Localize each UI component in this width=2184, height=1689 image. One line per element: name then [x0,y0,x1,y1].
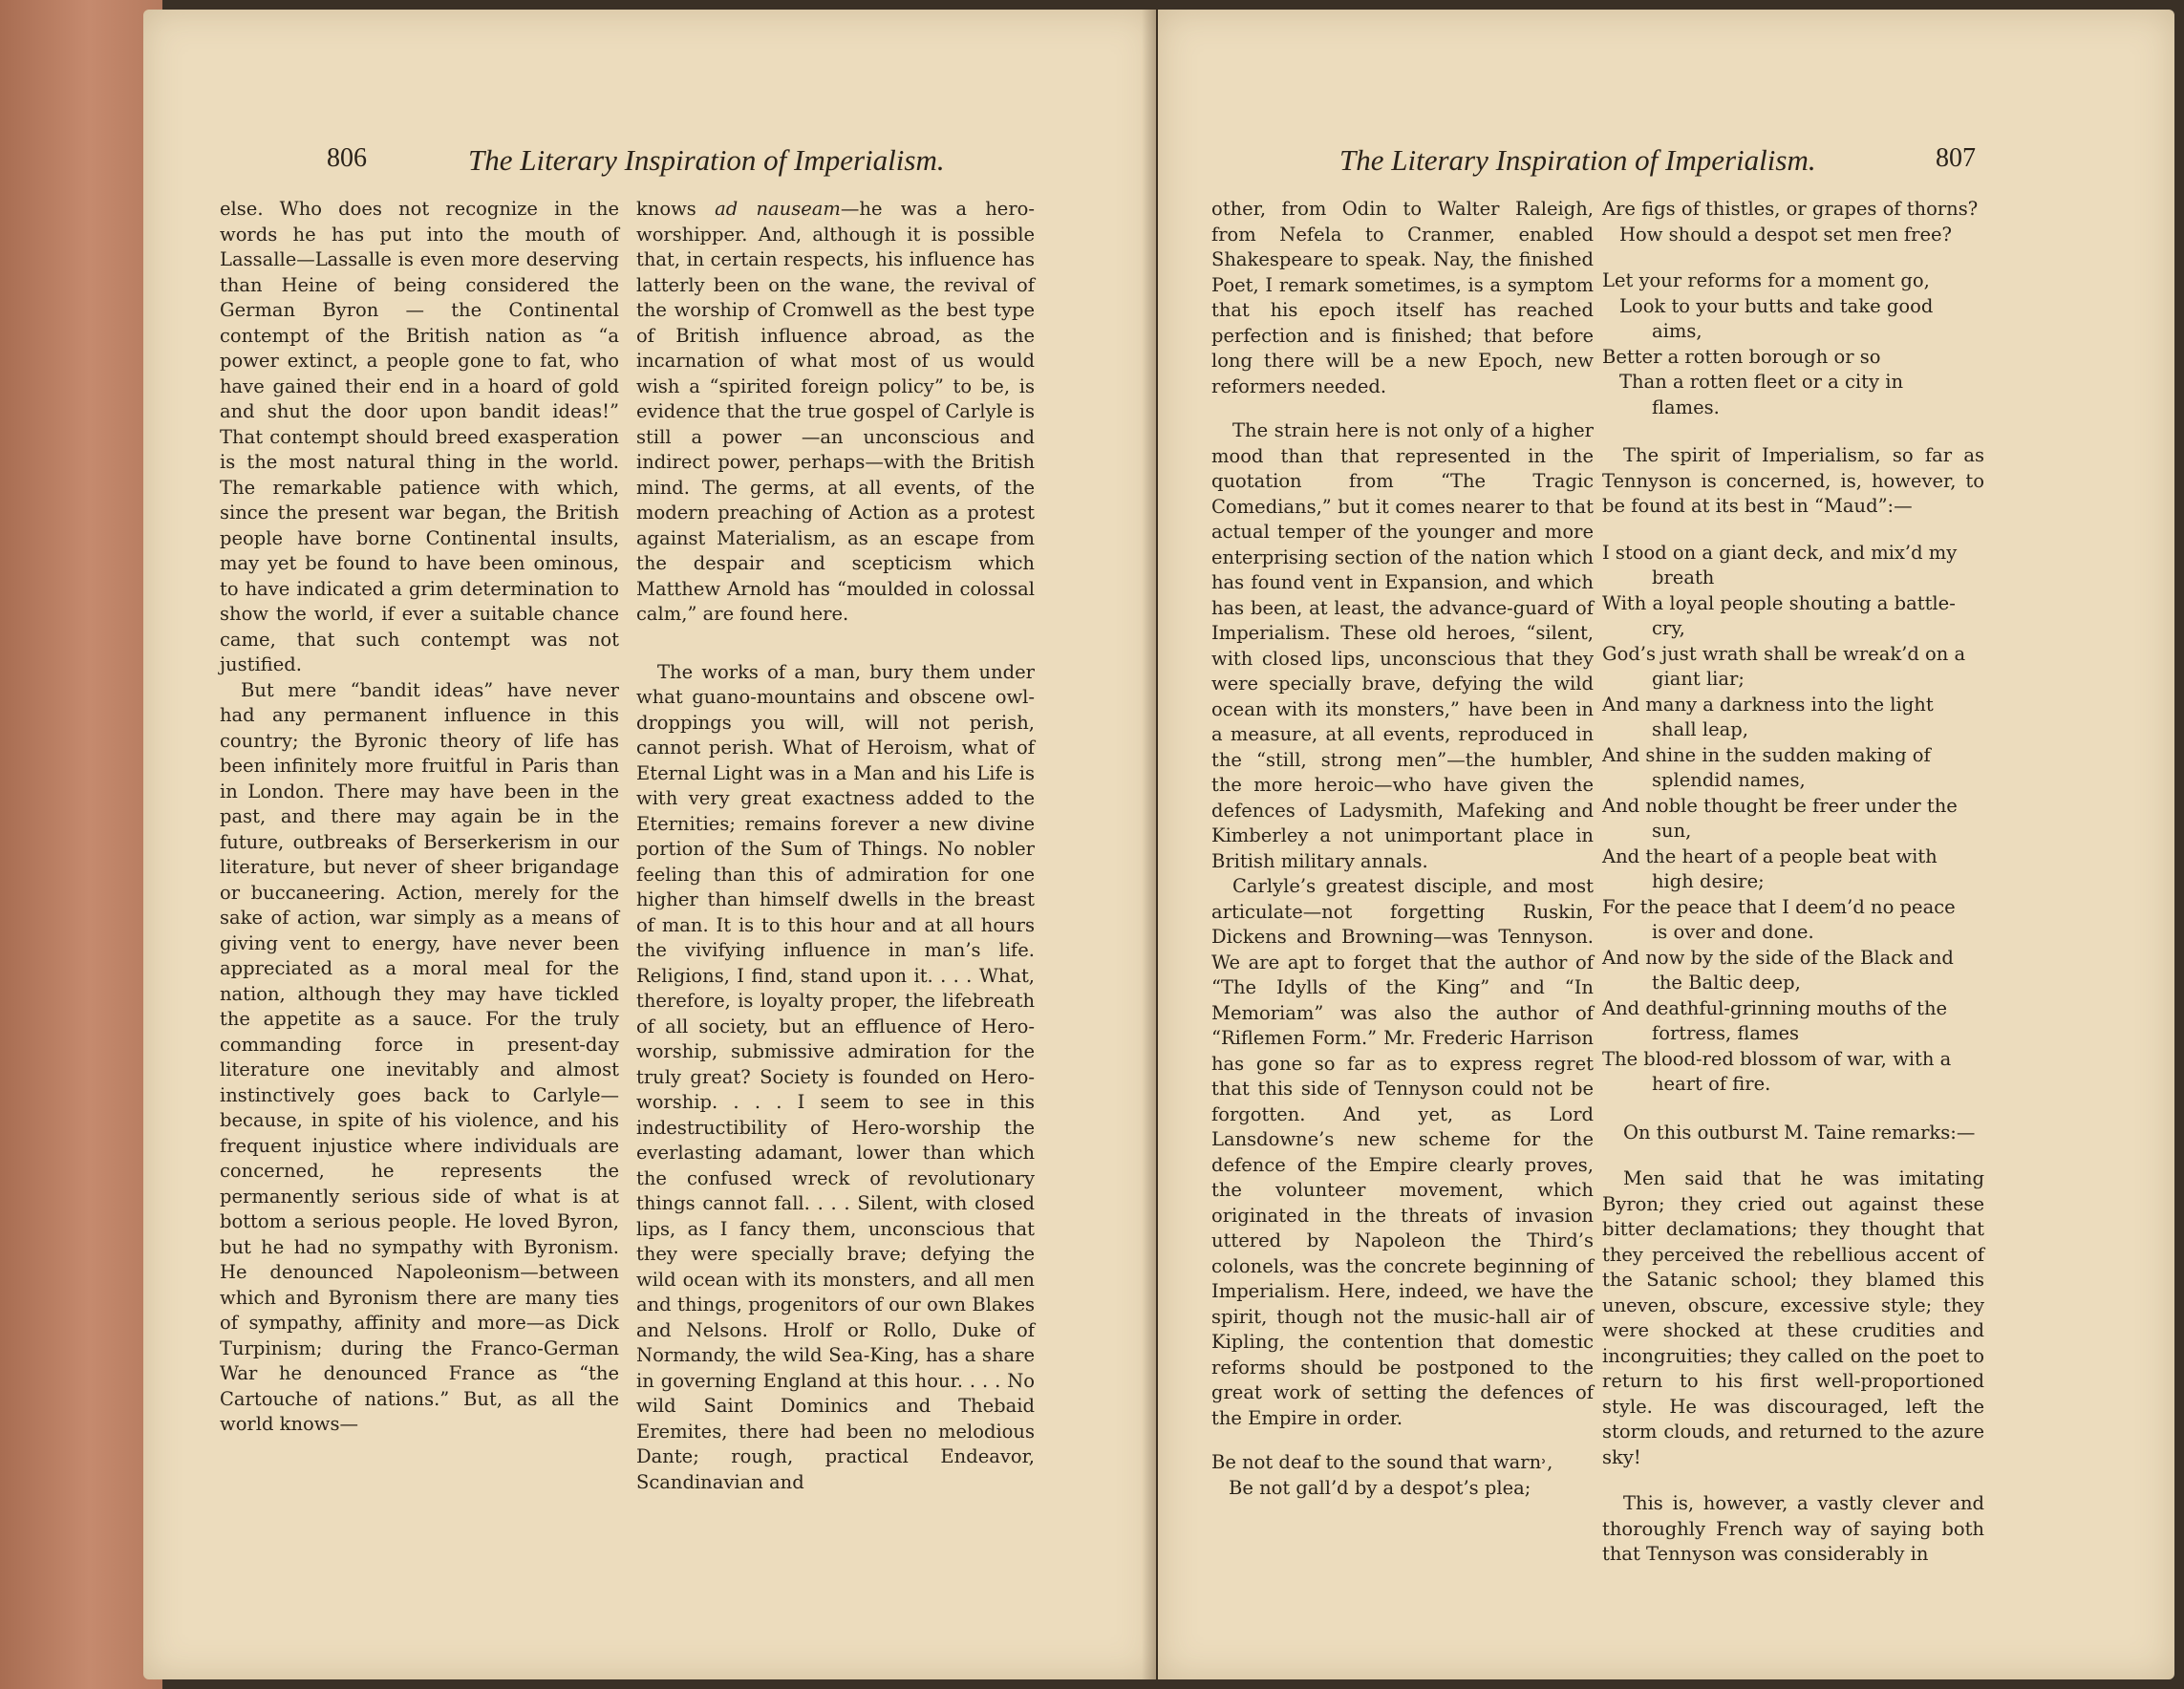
verse-line: breath [1652,567,1715,588]
verse-line: high desire; [1652,870,1765,892]
verse-line: Be not gall’d by a despot’s plea; [1229,1476,1531,1499]
paragraph: The strain here is not only of a higher mood than that represented in the quotation from “The Tragic Comedians,” but it comes nearer to that actual temper of the younger and more enterprising section of the nation which has found vent in Expansion, and which has been, at least, the advance-guard of Imperialism. These old heroes, “silent, with closed lips, unconscious that they were specially brave, defying the wild ocean with its monsters,” have been in a measure, at all events, reproduced in the “still, strong men”—the humbler, the more heroic—who have given the defences of Ladysmith, Mafeking and Kimberley a not unimportant place in British military annals. [1211,419,1594,872]
verse-line: Than a rotten fleet or a city in [1619,371,1904,393]
running-title-right: The Literary Inspiration of Imperialism. [1339,143,1816,177]
verse-line: The blood-red blossom of war, with a [1602,1047,1952,1070]
book-cover-edge [0,0,162,1689]
verse-line: cry, [1652,617,1685,639]
verse-line: And the heart of a people beat with [1602,844,1938,867]
right-column-1 [1211,197,1594,1501]
verse-line: heart of fire. [1652,1073,1771,1095]
verse-line: And noble thought be freer under the [1602,794,1958,817]
verse-line: With a loyal people shouting a battle- [1602,591,1956,614]
verse-line: And shine in the sudden making of [1602,743,1931,766]
paragraph: This is, however, a vastly clever and thoroughly French way of saying both that Tennyson was considerably in [1602,1492,1984,1565]
page-number-left: 806 [327,143,367,173]
verse-line: is over and done. [1652,921,1814,943]
verse-block [1602,197,1984,420]
verse-line: And many a darkness into the light [1602,693,1934,716]
verse-block [1602,541,1984,1098]
block-quote: The works of a man, bury them under what guano-mountains and obscene owl-droppings you will, will not perish, cannot perish. What of Heroism, what of Eternal Light was in a Man and his Life is with very great exactness added to the Eternities; remains forever a new divine portion of the Sum of Things. No nobler feeling than this of admiration for one higher than himself dwells in the breast of man. It is to this hour and at all hours the vivifying influence in man’s life. Religions, I find, stand upon it. . . . What, therefore, is loyalty proper, the lifebreath of all society, but an effluence of Hero-worship, submissive admiration for the truly great? Society is founded on Hero-worship. . . . I seem to see in this indestructibility of Hero-worship the everlasting adamant, lower than which the confused wreck of revolutionary things cannot fall. . . . Silent, with closed lips, as I fancy them, unconscious that they were specially brave; defying the wild ocean with its monsters, and all men and things, progenitors of our own Blakes and Nelsons. Hrolf or Rollo, Duke of Normandy, the wild Sea-King, has a share in governing England at this hour. . . . No wild Saint Dominics and Thebaid Eremites, there had been no melodious Dante; rough, practical Endeavor, Scandinavian and [636,660,1035,1493]
verse-line: How should a despot set men free? [1619,223,1952,246]
running-title-left: The Literary Inspiration of Imperialism. [468,143,945,177]
left-column-1 [220,197,619,1438]
right-page [1158,10,2174,1679]
paragraph: Carlyle’s greatest disciple, and most articulate—not forgetting Ruskin, Dickens and Browning—was Tennyson. We are apt to forget that the author of “The Idylls of the King” and “In Memoriam” was also the author of “Riflemen Form.” Mr. Frederic Harrison has gone so far as to express regret that this side of Tennyson could not be forgotten. And yet, as Lord Lansdowne’s new scheme for the defence of the Empire clearly proves, the volunteer movement, which originated in the threats of invasion uttered by Napoleon the Third’s colonels, was the concrete beginning of Imperialism. Here, indeed, we have the spirit, though not the music-hall air of Kipling, the contention that domestic reforms should be postponed to the great work of setting the defences of the Empire in order. [1211,875,1594,1429]
verse-line: flames. [1652,396,1720,418]
text-run: knows [636,198,716,220]
left-page [143,10,1156,1679]
verse-line: Are figs of thistles, or grapes of thorns? [1602,198,1979,220]
paragraph: But mere “bandit ideas” have never had any permanent influence in this country; the Byronic theory of life has been infinitely more fruitful in Paris than in London. There may have been in the past, and there may again be in the future, outbreaks of Berserkerism in our literature, but never of sheer brigandage or buccaneering. Action, merely for the sake of action, war simply as a means of giving vent to energy, have never been appreciated as a moral meal for the nation, although they may have tickled the appetite as a sauce. For the truly commanding force in present-day literature one inevitably and almost instinctively goes back to Carlyle—because, in spite of his violence, and his frequent injustice where individuals are concerned, he represents the permanently serious side of what is at bottom a serious people. He loved Byron, but he had no sympathy with Byronism. He denounced Napoleonism—between which and Byronism there are many ties of sympathy, affinity and more—as Dick Turpinism; during the Franco-German War he denounced France as “the Cartouche of nations.” But, as all the world knows— [220,678,619,1435]
verse-line: Better a rotten borough or so [1602,345,1881,368]
verse-line: sun, [1652,820,1692,842]
verse-block [1211,1450,1594,1501]
left-column-2 [636,197,1035,1495]
verse-line: Be not deaf to the sound that warn˒, [1211,1451,1553,1473]
verse-line: Let your reforms for a moment go, [1602,269,1930,291]
verse-line: Look to your butts and take good [1619,294,1934,317]
italic-phrase: ad nauseam [715,198,841,220]
paragraph: On this outburst M. Taine remarks:— [1623,1121,1976,1144]
verse-line: And now by the side of the Black and [1602,946,1954,969]
right-column-2 [1602,197,1984,1568]
paragraph: other, from Odin to Walter Raleigh, from Nefela to Cranmer, enabled Shakespeare to speak. Nay, the finished Poet, I remark sometimes, is a symptom that his epoch itself has reached perfection and is finished; that before long there will be a new Epoch, new reformers needed. [1211,198,1594,397]
verse-line: For the peace that I deem’d no peace [1602,895,1956,918]
paragraph: The spirit of Imperialism, so far as Tennyson is concerned, is, however, to be found at its best in “Maud”:— [1602,444,1984,517]
verse-line: And deathful-grinning mouths of the [1602,996,1948,1019]
page-number-right: 807 [1936,143,1976,173]
paragraph [636,197,1035,628]
verse-line: shall leap, [1652,718,1748,740]
verse-line: fortress, flames [1652,1022,1800,1044]
block-quote: Men said that he was imitating Byron; they cried out against these bitter declamations; they thought that they perceived the rebellious accent of the Satanic school; they blamed this uneven, obscure, excessive style; they were shocked at these crudities and incongruities; they called on the poet to return to his first well-proportioned style. He was discouraged, left the storm clouds, and returned to the azure sky! [1602,1167,1984,1468]
verse-line: I stood on a giant deck, and mix’d my [1602,541,1958,564]
verse-line: aims, [1652,320,1702,342]
verse-line: the Baltic deep, [1652,972,1801,994]
verse-line: God’s just wrath shall be wreak’d on a [1602,642,1966,665]
paragraph: else. Who does not recognize in the words he has put into the mouth of Lassalle—Lassalle is even more deserving than Heine of being considered the German Byron — the Continental contempt of the British nation as “a power extinct, a people gone to fat, who have gained their end in a hoard of gold and shut the door upon bandit ideas!” That contempt should breed exasperation is the most natural thing in the world. The remarkable patience with which, since the present war began, the British people have borne Continental insults, may yet be found to have been ominous, to have indicated a grim determination to show the world, if ever a suitable chance came, that such contempt was not justified. [220,198,619,675]
verse-line: giant liar; [1652,668,1745,690]
verse-line: splendid names, [1652,769,1806,791]
text-run: —he was a hero-worshipper. And, although it is possible that, in certain respects, his influence has latterly been on the wane, the revival of the worship of Cromwell as the best type of British influence abroad, as the incarnation of what most of us would wish a “spirited foreign policy” to be, is evidence that the true gospel of Carlyle is still a power —an unconscious and indirect power, perhaps—with the British mind. The germs, at all events, of the modern preaching of Action as a protest against Materialism, as an escape from the despair and scepticism which Matthew Arnold has “moulded in colossal calm,” are found here. [636,198,1035,625]
